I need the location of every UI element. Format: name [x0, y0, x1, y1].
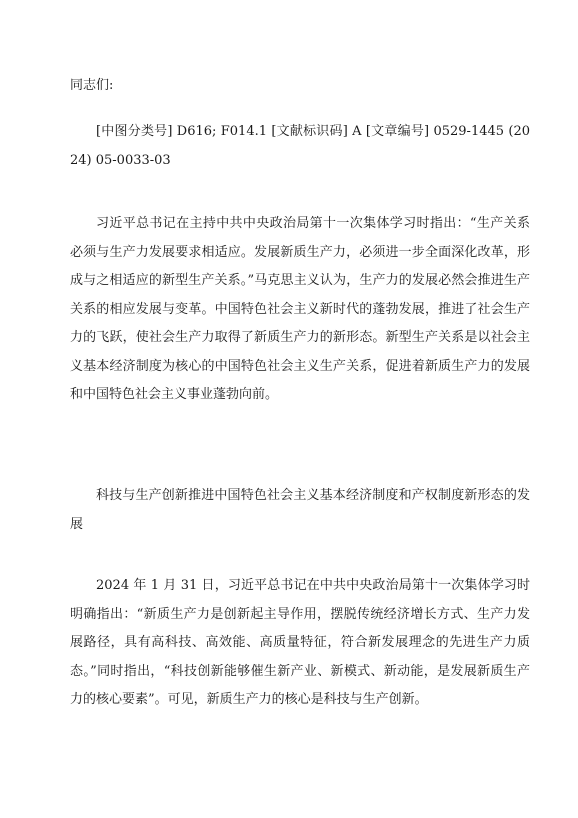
- section-heading: 科技与生产创新推进中国特色社会主义基本经济制度和产权制度新形态的发展: [70, 488, 530, 532]
- classification-numbers: [中图分类号] D616; F014.1 [文献标识码] A [文章编号] 0529-1445 (2024) 05-0033-03: [70, 124, 530, 168]
- body-paragraph: 习近平总书记在主持中共中央政治局第十一次集体学习时指出：“生产关系必须与生产力发展要求相适应。发展新质生产力，必须进一步全面深化改革，形成与之相适应的新型生产关系。”马克思主义认为，生产力的发展必然会推进生产关系的相应发展与变革。中国特色社会主义新时代的蓬勃发展，推进了社会生产力的飞跃，使社会生产力取得了新质生产力的新形态。新型生产关系是以社会主义基本经济制度为核心的中国特色社会主义生产关系，促进着新质生产力的发展和中国特色社会主义事业蓬勃向前。: [70, 216, 530, 402]
- body-paragraph: 2024 年 1 月 31 日，习近平总书记在中共中央政治局第十一次集体学习时明确指出：“新质生产力是创新起主导作用，摆脱传统经济增长方式、生产力发展路径，具有高科技、高效能、高质量特征，符合新发展理念的先进生产力质态。”同时指出，“科技创新能够催生新产业、新模式、新动能，是发展新质生产力的核心要素”。可见，新质生产力的核心是科技与生产创新。: [70, 578, 530, 707]
- salutation: 同志们:: [70, 78, 114, 93]
